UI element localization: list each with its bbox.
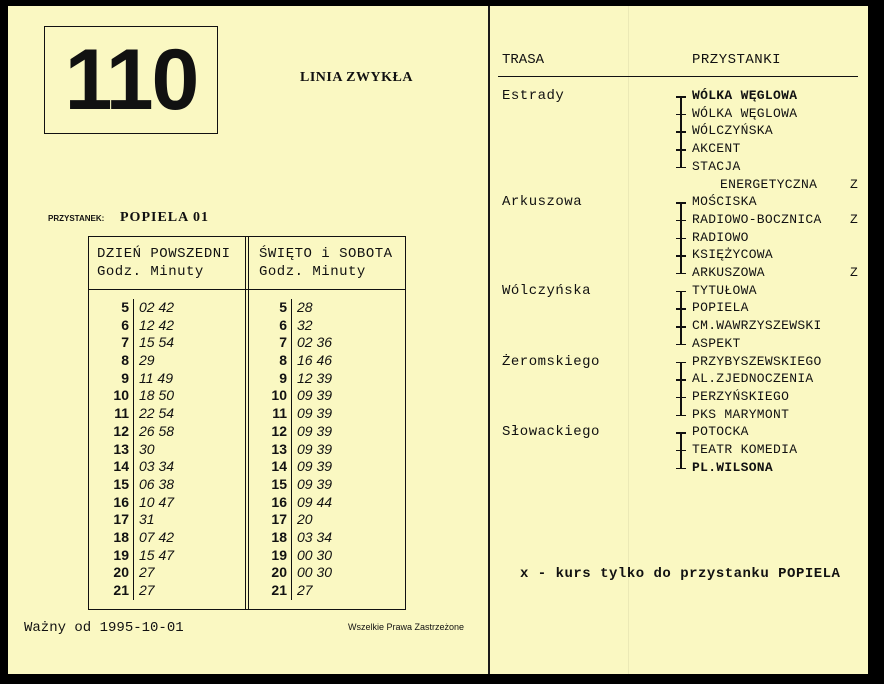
- route-tick: [676, 308, 686, 310]
- route-tick: [676, 167, 686, 169]
- minutes-cell: 12 42: [139, 316, 175, 333]
- minutes-cell: 11 49: [139, 369, 173, 386]
- footnote: x - kurs tylko do przystanku POPIELA: [520, 566, 841, 582]
- route-tick: [676, 114, 686, 116]
- hour-cell: 19: [271, 546, 287, 563]
- route-tick: [676, 397, 686, 399]
- hour-separator: [133, 423, 134, 441]
- route-stop: TYTUŁOWA: [692, 282, 757, 298]
- hour-separator: [291, 405, 292, 423]
- route-stop: WÓLKA WĘGLOWA: [692, 105, 798, 121]
- holiday-title: ŚWIĘTO i SOBOTA: [259, 246, 393, 262]
- route-tick: [676, 149, 686, 151]
- header-rule: [498, 76, 858, 77]
- hour-cell: 8: [279, 352, 287, 369]
- hour-separator: [291, 387, 292, 405]
- hour-separator: [291, 547, 292, 565]
- hour-separator: [291, 441, 292, 459]
- hour-cell: 12: [113, 422, 129, 439]
- route-tick: [676, 255, 686, 257]
- hour-separator: [291, 334, 292, 352]
- minutes-cell: 27: [297, 582, 313, 598]
- route-stop: POPIELA: [692, 300, 749, 316]
- hour-cell: 6: [121, 316, 129, 333]
- route-tick: [676, 96, 686, 98]
- valid-from: Ważny od 1995-10-01: [24, 620, 184, 636]
- hour-cell: 9: [279, 369, 287, 386]
- minutes-cell: 20: [297, 511, 313, 528]
- hour-cell: 7: [121, 334, 129, 351]
- stop-name: POPIELA 01: [120, 210, 209, 225]
- hour-separator: [133, 334, 134, 352]
- departure-table: [88, 236, 406, 610]
- route-stop: POTOCKA: [692, 424, 749, 440]
- route-stop: ENERGETYCZNA: [720, 176, 818, 192]
- table-header-rule: [89, 289, 405, 290]
- route-stop: PKS MARYMONT: [692, 406, 790, 422]
- route-stop: WÓLCZYŃSKA: [692, 123, 774, 139]
- route-street: Arkuszowa: [502, 194, 583, 211]
- hour-separator: [291, 529, 292, 547]
- route-stop: AL.ZJEDNOCZENIA: [692, 371, 814, 387]
- hour-separator: [133, 582, 134, 600]
- hour-separator: [133, 387, 134, 405]
- hour-cell: 15: [271, 475, 287, 492]
- stop-label: PRZYSTANEK:: [48, 214, 105, 223]
- minutes-cell: 31: [139, 511, 155, 528]
- minutes-cell: 03 34: [139, 458, 175, 475]
- minutes-cell: 09 39: [297, 387, 333, 404]
- hour-separator: [291, 423, 292, 441]
- stops-header: PRZYSTANKI: [692, 52, 782, 68]
- route-street: Żeromskiego: [502, 353, 600, 370]
- route-header: TRASA: [502, 52, 545, 68]
- hour-cell: 21: [271, 582, 287, 598]
- timetable-card: [8, 6, 868, 674]
- minutes-cell: 27: [139, 564, 155, 581]
- route-tick: [676, 450, 686, 452]
- route-stop: TEATR KOMEDIA: [692, 441, 798, 457]
- minutes-cell: 12 39: [297, 369, 333, 386]
- line-type: LINIA ZWYKŁA: [300, 70, 413, 85]
- minutes-cell: 15 47: [139, 546, 175, 563]
- hour-cell: 5: [121, 299, 129, 315]
- hour-cell: 20: [113, 564, 129, 581]
- minutes-cell: 09 39: [297, 475, 333, 492]
- minutes-cell: 18 50: [139, 387, 175, 404]
- route-stop: MOŚCISKA: [692, 194, 757, 210]
- route-street: Wólczyńska: [502, 282, 592, 299]
- route-tick: [676, 273, 686, 275]
- line-number-box: [44, 26, 218, 134]
- hour-cell: 6: [279, 316, 287, 333]
- hour-cell: 12: [271, 422, 287, 439]
- hour-cell: 14: [113, 458, 129, 475]
- weekday-subtitle: Godz. Minuty: [97, 264, 204, 280]
- minutes-cell: 28: [297, 299, 313, 315]
- hour-separator: [291, 317, 292, 335]
- route-stop: PRZYBYSZEWSKIEGO: [692, 353, 822, 369]
- minutes-cell: 16 46: [297, 352, 333, 369]
- route-tick: [676, 131, 686, 133]
- route-stop: CM.WAWRZYSZEWSKI: [692, 318, 822, 334]
- route-stop: STACJA: [692, 158, 741, 174]
- hour-separator: [291, 582, 292, 600]
- hour-separator: [133, 352, 134, 370]
- minutes-cell: 10 47: [139, 493, 175, 510]
- short-course-mark: Z: [850, 176, 858, 192]
- route-tick: [676, 291, 686, 293]
- hour-separator: [133, 299, 134, 317]
- hour-separator: [133, 476, 134, 494]
- route-tick: [676, 415, 686, 417]
- hour-separator: [133, 511, 134, 529]
- minutes-cell: 00 30: [297, 564, 333, 581]
- route-stop: RADIOWO-BOCZNICA: [692, 211, 822, 227]
- hour-cell: 15: [113, 475, 129, 492]
- hour-separator: [291, 476, 292, 494]
- hour-cell: 10: [271, 387, 287, 404]
- route-stop: ASPEKT: [692, 335, 741, 351]
- route-stop: RADIOWO: [692, 229, 749, 245]
- route-stop: AKCENT: [692, 141, 741, 157]
- route-connector: [680, 292, 682, 345]
- hour-separator: [291, 494, 292, 512]
- route-stop: WÓLKA WĘGLOWA: [692, 88, 798, 103]
- hour-cell: 13: [271, 440, 287, 457]
- hour-separator: [133, 458, 134, 476]
- hour-cell: 8: [121, 352, 129, 369]
- hour-cell: 14: [271, 458, 287, 475]
- minutes-cell: 29: [139, 352, 155, 369]
- hour-separator: [291, 564, 292, 582]
- route-stop: PERZYŃSKIEGO: [692, 388, 790, 404]
- hour-separator: [291, 352, 292, 370]
- short-course-mark: Z: [850, 265, 858, 280]
- hour-cell: 19: [113, 546, 129, 563]
- rights-notice: Wszelkie Prawa Zastrzeżone: [348, 622, 465, 632]
- hour-cell: 17: [271, 511, 287, 528]
- line-number: 110: [64, 32, 198, 128]
- table-column-divider: [245, 237, 249, 609]
- hour-cell: 18: [113, 528, 129, 545]
- hour-separator: [133, 547, 134, 565]
- hour-cell: 16: [271, 493, 287, 510]
- hour-separator: [291, 458, 292, 476]
- hour-separator: [133, 317, 134, 335]
- route-tick: [676, 468, 686, 470]
- route-stop: KSIĘŻYCOWA: [692, 247, 774, 263]
- route-tick: [676, 326, 686, 328]
- route-tick: [676, 202, 686, 204]
- hour-cell: 7: [279, 334, 287, 351]
- hour-separator: [133, 564, 134, 582]
- route-tick: [676, 362, 686, 364]
- hour-cell: 21: [113, 582, 129, 598]
- hour-separator: [291, 299, 292, 317]
- route-stop: ARKUSZOWA: [692, 264, 765, 280]
- hour-separator: [291, 511, 292, 529]
- hour-separator: [133, 441, 134, 459]
- weekday-title: DZIEŃ POWSZEDNI: [97, 246, 231, 262]
- hour-separator: [133, 405, 134, 423]
- minutes-cell: 09 44: [297, 493, 333, 510]
- hour-cell: 10: [113, 387, 129, 404]
- route-tick: [676, 432, 686, 434]
- minutes-cell: 15 54: [139, 334, 175, 351]
- hour-cell: 11: [272, 405, 287, 422]
- minutes-cell: 27: [139, 582, 155, 598]
- minutes-cell: 30: [139, 440, 155, 457]
- hour-cell: 20: [271, 564, 287, 581]
- hour-cell: 5: [279, 299, 287, 315]
- route-connector: [680, 363, 682, 416]
- hour-cell: 9: [121, 369, 129, 386]
- holiday-subtitle: Godz. Minuty: [259, 264, 366, 280]
- hour-cell: 18: [271, 528, 287, 545]
- minutes-cell: 06 38: [139, 475, 175, 492]
- route-street: Słowackiego: [502, 424, 600, 441]
- minutes-cell: 09 39: [297, 422, 333, 439]
- route-tick: [676, 344, 686, 346]
- minutes-cell: 32: [297, 316, 313, 333]
- route-tick: [676, 220, 686, 222]
- weekday-header: [97, 245, 231, 281]
- hour-cell: 16: [113, 493, 129, 510]
- route-street: Estrady: [502, 88, 565, 104]
- hour-separator: [291, 370, 292, 388]
- minutes-cell: 22 54: [139, 405, 175, 422]
- minutes-cell: 26 58: [139, 422, 175, 439]
- route-tick: [676, 238, 686, 240]
- minutes-cell: 02 36: [297, 334, 333, 351]
- short-course-mark: Z: [850, 211, 858, 227]
- hour-cell: 17: [113, 511, 129, 528]
- hour-separator: [133, 529, 134, 547]
- minutes-cell: 03 34: [297, 528, 333, 545]
- minutes-cell: 02 42: [139, 299, 175, 315]
- minutes-cell: 09 39: [297, 440, 333, 457]
- hour-separator: [133, 494, 134, 512]
- hour-cell: 11: [114, 405, 129, 422]
- hour-cell: 13: [113, 440, 129, 457]
- center-divider: [488, 6, 490, 674]
- hour-separator: [133, 370, 134, 388]
- route-stop: PL.WILSONA: [692, 459, 774, 475]
- holiday-header: [259, 245, 393, 281]
- route-tick: [676, 379, 686, 381]
- minutes-cell: 09 39: [297, 405, 333, 422]
- minutes-cell: 09 39: [297, 458, 333, 475]
- minutes-cell: 07 42: [139, 528, 175, 545]
- minutes-cell: 00 30: [297, 546, 333, 563]
